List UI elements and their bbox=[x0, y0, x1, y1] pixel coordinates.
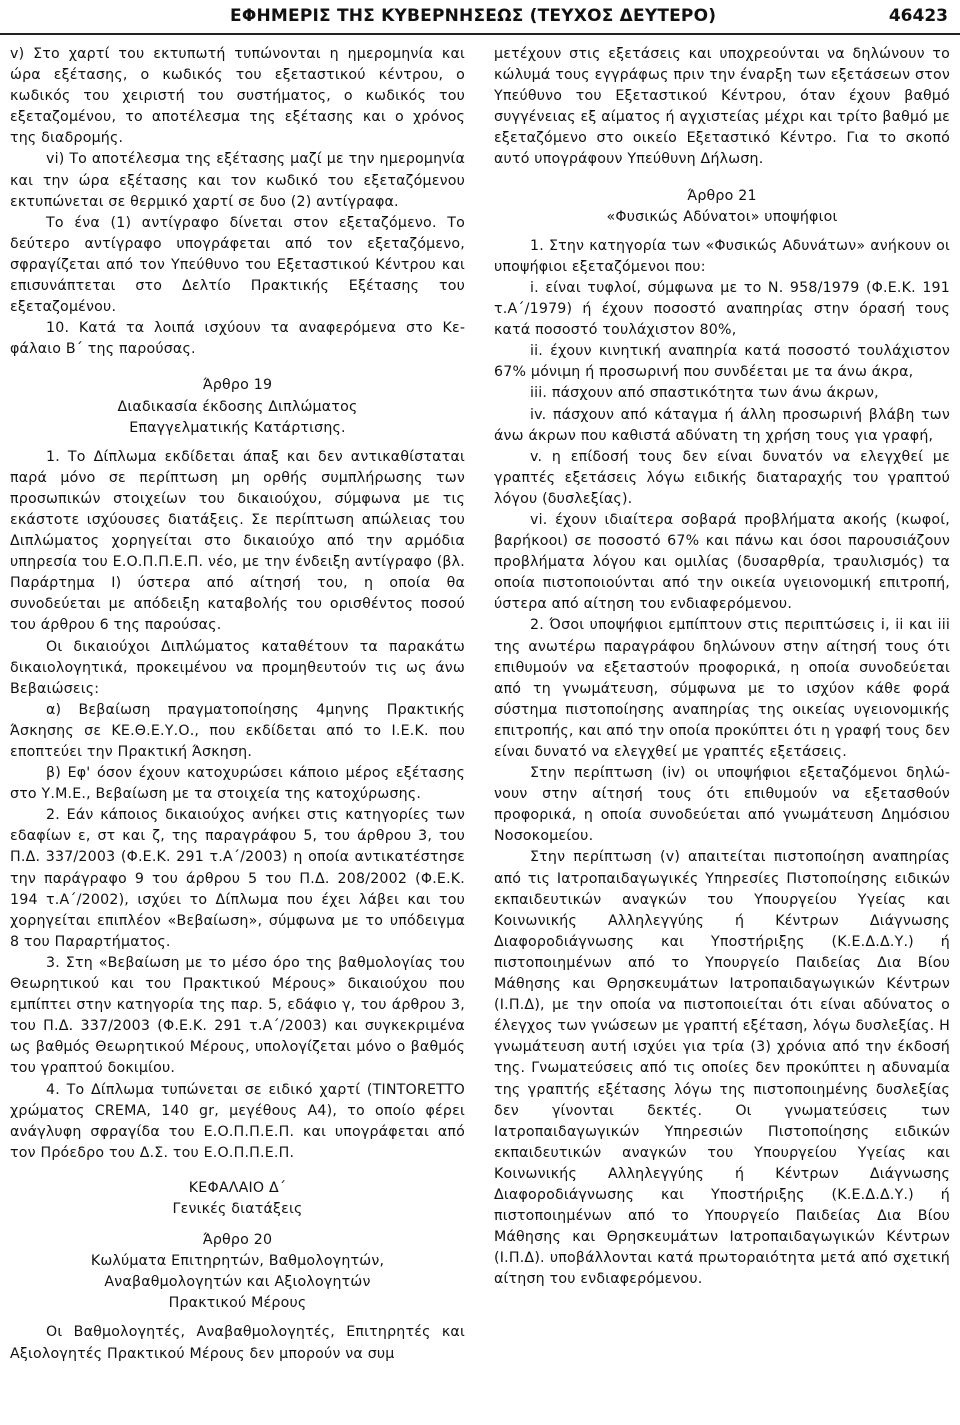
article-heading: Άρθρο 20 bbox=[202, 1232, 273, 1249]
paragraph: 10. Κατά τα λοιπά ισχύουν τα αναφερόμενα στο Κεφάλαιο Β΄ της παρούσας. bbox=[10, 320, 465, 358]
article-heading: Άρθρο 21 bbox=[687, 187, 757, 204]
paragraph: Οι δικαιούχοι Διπλώματος καταθέτουν τα παρακάτω δικαιολογητικά, προκειμένου να προμηθευτούν τις ως άνω Βεβαιώσεις: bbox=[10, 638, 465, 697]
paragraph: 1. Στην κατηγορία των «Φυσικώς Αδυνάτων» ανήκουν οι υποψήφιοι εξεταζόμενοι που: bbox=[494, 237, 950, 275]
paragraph: Οι Βαθμολογητές, Αναβαθμολογητές, Επιτηρητές και Αξιολογητές Πρακτικού Μέρους δεν μπορούν να συμ bbox=[10, 1324, 465, 1362]
paragraph: Στην περίπτωση (iv) οι υποψήφιοι εξεταζόμενοι δηλώνουν στην αίτησή τους ότι επιθυμούν να εξετασθούν προφορικά, η οποία συνοδεύεται από γνωμάτευση Δημόσιου Νοσοκομείου. bbox=[494, 765, 950, 845]
paragraph: β) Εφ' όσον έχουν κατοχυρώσει κάποιο μέρος εξέτασης στο Υ.Μ.Ε., Βεβαίωση με τα στοιχεία της κατοχύρωσης. bbox=[10, 765, 465, 803]
paragraph: vi) Το αποτέλεσμα της εξέτασης μαζί με την ημερομηνία και την ώρα εξέτασης και τον κωδικό του εξεταζόμενου εκτυπώνεται σε θερμικό χαρτί σε δυο (2) αντίγραφα. bbox=[10, 151, 465, 210]
article-title: Κωλύματα Επιτηρητών, Βαθμολογητών, bbox=[90, 1253, 385, 1270]
paragraph: 3. Στη «Βεβαίωση με το μέσο όρο της βαθμολογίας του Θεωρητικού και του Πρακτικού Μέρους» δικαιούχου που εμπίπτει στην κατηγορία της παρ. 5, εδάφιο γ, του άρθρου 3, του Π.Δ. 337/2003 (Φ.Ε.Κ. 291 τ.Α΄/2003) και συγκεκριμένα ως βαθμός Θεωρητικού Μέρους, υπολογίζεται μόνο ο βαθμός του γραπτού δοκιμίου. bbox=[10, 954, 465, 1077]
list-item: i. είναι τυφλοί, σύμφωνα με το Ν. 958/1979 (Φ.Ε.Κ. 191 τ.Α΄/1979) ή έχουν ποσοστό αναπηρίας στην όρασή τους κατά ποσοστό τουλάχιστον 80%, bbox=[494, 279, 950, 339]
article-title: Διαδικασία έκδοσης Διπλώματος bbox=[117, 398, 358, 415]
list-item: iii. πάσχουν από σπαστικότητα των άνω άκρων, bbox=[530, 385, 879, 402]
paragraph: Το ένα (1) αντίγραφο δίνεται στον εξεταζόμενο. Το δεύτερο αντίγραφο υπογράφεται από τον εξεταζόμενο, σφραγίζεται από τον Υπεύθυνο του Εξεταστικού Κέντρου και επισυνάπτεται στο Δελτίο Πρακτικής Εξέτασης του εξεταζομένου. bbox=[10, 214, 465, 316]
paragraph: μετέχουν στις εξετάσεις και υποχρεούνται να δηλώνουν το κώλυμά τους εγγράφως πριν την έναρξη των εξετάσεων στον Υπεύθυνο του Εξεταστικού Κέντρου, όταν έχουν βαθμό συγγένειας εξ αίματος ή αγχιστείας μέχρι και τρίτο βαθμό με εξεταζόμενο στο οικείο Εξεταστικό Κέντρο. Για το σκοπό αυτό υπογράφουν Υπεύθυνη Δήλωση. bbox=[494, 46, 950, 168]
paragraph: 2. Εάν κάποιος δικαιούχος ανήκει στις κατηγορίες των εδαφίων ε, στ και ζ, της παραγράφου 5, του άρθρου 3, του Π.Δ. 337/2003 (Φ.Ε.Κ. 291 τ.Α΄/2003) η οποία αντικατέστησε την παράγραφο 9 του άρθρου 5 του Π.Δ. 208/2002 (Φ.Ε.Κ. 194 τ.Α΄/2002), ισχύει το Δίπλωμα που έχει λάβει και του χορηγείται επιπλέον «Βεβαίωση», σύμφωνα με το υπόδειγμα 8 του Παραρτήματος. bbox=[10, 807, 465, 950]
chapter-title: Γενικές διατάξεις bbox=[172, 1200, 303, 1217]
paragraph: Στην περίπτωση (v) απαιτείται πιστοποίηση αναπηρίας από τις Ιατροπαιδαγωγικές Υπηρεσίες Πιστοποίησης ειδικών εκπαιδευτικών αναγκών του Υπουργείου Υγείας και Κοινωνικής Αλληλεγγύης ή Κέντρων Διάγνωσης Διαφοροδιάγνωσης και Υποστήριξης (Κ.Ε.Δ.Δ.Υ.) ή πιστοποιημένων από το Υπουργείο Παιδείας Δια Βίου Μάθησης και Θρησκευμάτων Ιατροπαιδαγωγικών Κέντρων (Ι.Π.Δ), με την οποία να πιστοποιείται ότι είναι αδύνατος ο έλεγχος των γνώσεων με γραπτή εξέταση, λόγω δυσλεξίας. Η γνωμάτευση αυτή ισχύει για τρία (3) χρόνια από την έκδοσή της. Γνωματεύσεις από τις οποίες δεν προκύπτει η αδυναμία της γραπτής εξέτασης λόγω της πιστοποιημένης δυσλεξίας δεν γίνονται δεκτές. Οι γνωματεύσεις των Ιατροπαιδαγωγικών Υπηρεσιών Πιστοποίησης ειδικών εκπαιδευτικών αναγκών του Υπουργείου Υγείας και Κοινωνικής Αλληλεγγύης ή Κέντρων Διάγνωσης Διαφοροδιάγνωσης και Υποστήριξης (Κ.Ε.Δ.Δ.Υ.) ή πιστοποιημένων από το Υπουργείο Παιδείας Δια Βίου Μάθησης και Θρησκευμάτων Ιατροπαιδαγωγικών Κέντρων (Ι.Π.Δ). υποβάλλονται κατά πρωτοραιότητα μετά από σχετική αίτηση του ενδιαφερόμενου. bbox=[494, 849, 950, 1288]
paragraph: α) Βεβαίωση πραγματοποίησης 4μηνης Πρακτικής Άσκησης σε ΚΕ.Θ.Ε.Υ.Ο., που εκδίδεται από το Ι.Ε.Κ. που εποπτεύει την Πρακτική Άσκηση. bbox=[10, 701, 465, 760]
page-header bbox=[0, 2, 960, 32]
chapter-heading: ΚΕΦΑΛΑΙΟ Δ΄ bbox=[188, 1179, 287, 1196]
paragraph: 1. Το Δίπλωμα εκδίδεται άπαξ και δεν αντικαθίσταται παρά μόνο σε περίπτωση μη ορθής συμπλήρωσης των προσωπικών στοιχείων του δικαιούχου, σύμφωνα με τις εκάστοτε ισχύουσες διατάξεις. Σε περίπτωση απώλειας του Διπλώματος χορηγείται στο δικαιούχο από την αρμόδια υπηρεσία του Ε.Ο.Π.Π.Ε.Π. νέο, με την ένδειξη αντίγραφο (βλ. Παράρτημα Ι) ύστερα από αίτησή του, η οποία θα συνοδεύεται με απόδειξη καταβολής του ορισθέντος ποσού του άρθρου 6 της παρούσας. bbox=[10, 448, 465, 634]
article-title: Αναβαθμολογητών και Αξιολογητών bbox=[104, 1274, 371, 1291]
list-item: iv. πάσχουν από κάταγμα ή άλλη προσωρινή βλάβη των άνω άκρων που καθιστά αδύνατη τη χρήση τους για γραφή, bbox=[494, 406, 950, 444]
paragraph: 4. Το Δίπλωμα τυπώνεται σε ειδικό χαρτί (TINTORETTO χρώματος CREMA, 140 gr, μεγέθους Α4), το οποίο φέρει ανάγλυφη σφραγίδα του Ε.Ο.Π.Π.Ε.Π. και υπογράφεται από τον Πρόεδρο του Δ.Σ. του Ε.Ο.Π.Π.Ε.Π. bbox=[10, 1081, 465, 1161]
gazette-title: ΕΦΗΜΕΡΙΣ ΤΗΣ ΚΥΒΕΡΝΗΣΕΩΣ (ΤΕΥΧΟΣ ΔΕΥΤΕΡΟ) bbox=[230, 6, 717, 26]
paragraph: v) Στο χαρτί του εκτυπωτή τυπώνονται η ημερομηνία και ώρα εξέτασης, ο κωδικός του εξεταστικού κέντρου, ο κωδικός του χειριστή του συστήματος, ο κωδικός του εξεταζομένου, το αποτέλεσμα της εξέτασης και ο χρόνος της διαδρομής. bbox=[10, 46, 465, 147]
article-title: «Φυσικώς Αδύνατοι» υποψήφιοι bbox=[606, 208, 838, 225]
right-column bbox=[494, 44, 950, 1290]
article-title: Πρακτικού Μέρους bbox=[168, 1295, 307, 1312]
list-item: ii. έχουν κινητική αναπηρία κατά ποσοστό τουλάχιστον 67% μόνιμη ή προσωρινή που συνδέεται με τα άνω άκρα, bbox=[494, 343, 950, 381]
list-item: vi. έχουν ιδιαίτερα σοβαρά προβλήματα ακοής (κωφοί, βαρήκοοι) σε ποσοστό 67% και πάνω και όσοι παρουσιάζουν προβλήματα λόγου και ομιλίας (δυσαρθρία, τραυλισμός) τα οποία πιστοποιούνται από την οικεία υγειονομική επιτροπή, ύστερα από αίτηση του ενδιαφερόμενου. bbox=[494, 511, 950, 613]
list-item: v. η επίδοσή τους δεν είναι δυνατόν να ελεγχθεί με γραπτές εξετάσεις λόγω ειδικής διαταραχής του γραπτού λόγου (δυσλεξίας). bbox=[494, 448, 950, 507]
article-heading: Άρθρο 19 bbox=[202, 377, 273, 394]
paragraph: 2. Όσοι υποψήφιοι εμπίπτουν στις περιπτώσεις i, ii και iii της ανωτέρω παραγράφου δηλώνουν στην αίτησή τους ότι επιθυμούν να εξεταστούν προφορικά, η οποία συνοδεύεται από τη γνωμάτευση, σύμφωνα με το ισχύον κάθε φορά σύστημα πιστοποίησης αναπηρίας της οικείας υγειονομικής επιτροπής, και από την οποία προκύπτει ότι η γραφή τους δεν είναι δυνατό να ελεγχθεί με γραπτές εξετάσεις. bbox=[494, 617, 950, 760]
article-title: Επαγγελματικής Κατάρτισης. bbox=[129, 419, 346, 436]
page-number: 46423 bbox=[888, 6, 948, 26]
left-column bbox=[10, 44, 465, 1365]
header-rule bbox=[0, 33, 960, 35]
